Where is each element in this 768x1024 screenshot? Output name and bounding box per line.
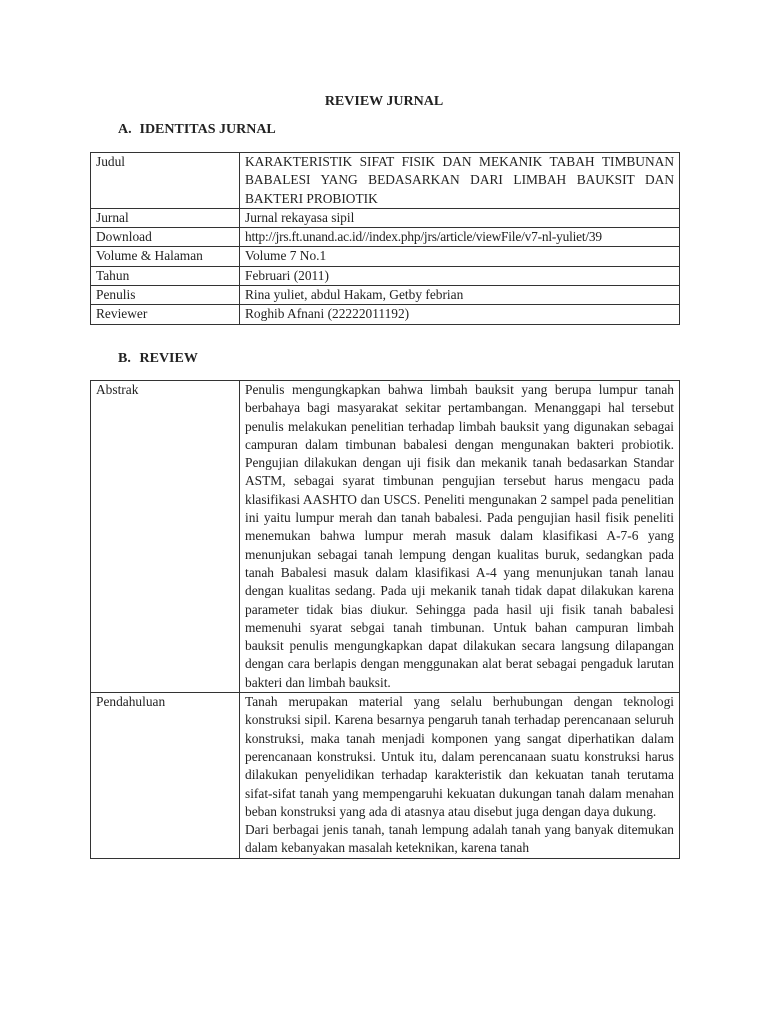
identity-value-reviewer: Roghib Afnani (22222011192)	[240, 305, 680, 324]
section-b-title: REVIEW	[139, 351, 198, 366]
identity-key-tahun: Tahun	[91, 266, 240, 285]
identity-value-volume: Volume 7 No.1	[240, 247, 680, 266]
identity-value-penulis: Rina yuliet, abdul Hakam, Getby febrian	[240, 286, 680, 305]
identity-value-jurnal: Jurnal rekayasa sipil	[240, 208, 680, 227]
pendahuluan-paragraph-2: Dari berbagai jenis tanah, tanah lempung adalah tanah yang banyak ditemukan dalam kebanyakan masalah keteknikan, karena tanah	[245, 822, 674, 856]
section-b-heading	[118, 351, 198, 367]
identity-value-judul: KARAKTERISTIK SIFAT FISIK DAN MEKANIK TABAH TIMBUNAN BABALESI YANG BEDASARKAN DARI LIMBAH BAUKSIT DAN BAKTERI PROBIOTIK	[240, 153, 680, 209]
table-row	[91, 693, 680, 859]
review-value-abstrak	[240, 381, 680, 693]
identity-key-download: Download	[91, 228, 240, 247]
section-a-heading	[118, 122, 276, 138]
section-a-title: IDENTITAS JURNAL	[139, 122, 276, 137]
table-row	[91, 305, 680, 324]
abstrak-paragraph: Penulis mengungkapkan bahwa limbah bauksit yang berupa lumpur tanah berbahaya bagi masyarakat sekitar pertambangan. Menanggapi hal tersebut penulis melakukan penelitian terhadap limbah bauksit yang digunakan sebagai campuran dalam timbunan babalesi dengan mengunakan bakteri probiotik. Pengujian dilakukan dengan uji fisik dan mekanik tanah bedasarkan Standar ASTM, sebagai syarat timbunan pengujian tersebut harus mengacu pada klasifikasi AASHTO dan USCS. Peneliti mengunakan 2 sampel pada penelitian ini yaitu lumpur merah dan tanah babalesi. Pada pengujian hasil fisik peneliti menemukan bahwa lumpur merah masuk dalam klasifikasi A-7-6 yang menunjukan sebagai tanah lempung dengan kualitas buruk, sedangkan pada tanah Babalesi masuk dalam klasifikasi A-4 yang menunjukan tanah lanau dengan kualitas sedang. Pada uji mekanik tanah tidak dapat dilakukan karena parameter tidak bias diukur. Sehingga pada hasil uji fisik tanah babalesi memenuhi syarat sebgai tanah timbunan. Untuk bahan campuran limbah bauksit penulis mengungkapkan dapat dilakukan secara langsung dilapangan dengan cara berlapis dengan menggunakan alat berat sebagai pengaduk larutan bakteri dan limbah bauksit.	[245, 382, 674, 690]
identity-key-reviewer: Reviewer	[91, 305, 240, 324]
table-row	[91, 228, 680, 247]
table-row	[91, 266, 680, 285]
identity-value-tahun: Februari (2011)	[240, 266, 680, 285]
identity-table	[90, 152, 680, 325]
table-row	[91, 286, 680, 305]
identity-key-judul: Judul	[91, 153, 240, 209]
review-table	[90, 380, 680, 859]
review-key-pendahuluan: Pendahuluan	[91, 693, 240, 859]
identity-key-penulis: Penulis	[91, 286, 240, 305]
document-title: REVIEW JURNAL	[324, 94, 444, 109]
section-a-number: A.	[118, 122, 132, 137]
table-row	[91, 208, 680, 227]
table-row	[91, 381, 680, 693]
identity-value-download[interactable]: http://jrs.ft.unand.ac.id//index.php/jrs/article/viewFile/v7-nl-yuliet/39	[240, 228, 680, 247]
table-row	[91, 247, 680, 266]
review-value-pendahuluan	[240, 693, 680, 859]
identity-key-volume: Volume & Halaman	[91, 247, 240, 266]
pendahuluan-paragraph-1: Tanah merupakan material yang selalu berhubungan dengan teknologi konstruksi sipil. Karena besarnya pengaruh tanah terhadap perencanaan seluruh konstruksi, maka tanah menjadi komponen yang sangat diperhatikan dalam perencanaan konstruksi. Untuk itu, dalam perencanaan suatu konstruksi harus dilakukan penyelidikan terhadap karakteristik dan kekuatan tanah terutama sifat-sifat tanah yang mempengaruhi kekuatan dukungan tanah dalam menahan beban konstruksi yang ada di atasnya atau disebut juga dengan daya dukung.	[245, 694, 674, 819]
identity-key-jurnal: Jurnal	[91, 208, 240, 227]
table-row	[91, 153, 680, 209]
review-key-abstrak: Abstrak	[91, 381, 240, 693]
section-b-number: B.	[118, 351, 131, 366]
